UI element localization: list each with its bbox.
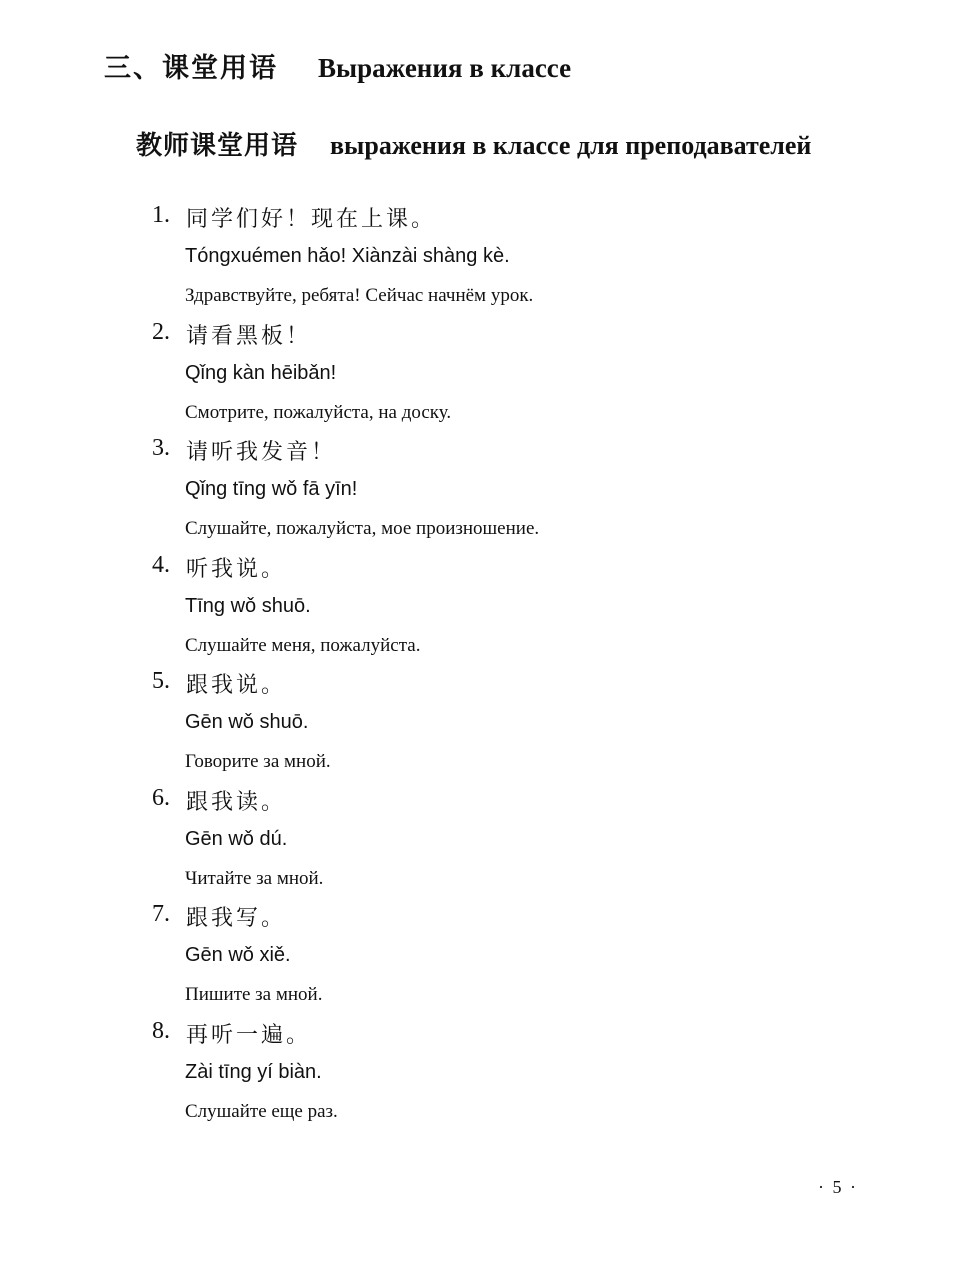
item-russian: Слушайте еще раз. <box>185 1100 338 1122</box>
item-pinyin: Zài tīng yí biàn. <box>185 1060 322 1083</box>
item-number: 1. <box>152 202 170 228</box>
item-pinyin: Gēn wǒ xiě. <box>185 944 291 966</box>
item-chinese: 跟我写。 <box>186 906 287 931</box>
subsection-title-russian: выражения в классе для преподавателей <box>330 131 812 160</box>
phrase-list <box>152 202 852 1134</box>
item-chinese: 请看黑板！ <box>186 323 312 349</box>
phrase-item <box>152 785 852 902</box>
item-pinyin: Gēn wǒ dú. <box>185 827 288 850</box>
section-heading <box>104 46 571 85</box>
phrase-item <box>152 901 852 1018</box>
item-chinese: 听我说。 <box>186 556 287 582</box>
item-russian: Читайте за мной. <box>185 867 324 889</box>
phrase-item <box>152 668 852 785</box>
phrase-item <box>152 202 852 319</box>
item-number: 2. <box>152 318 170 345</box>
item-pinyin: Qǐng tīng wǒ fā yīn! <box>185 478 358 500</box>
item-chinese: 再听一遍。 <box>186 1022 312 1048</box>
item-russian: Смотрите, пожалуйста, на доску. <box>185 401 452 423</box>
item-pinyin: Tīng wǒ shuō. <box>185 594 311 617</box>
item-russian: Слушайте меня, пожалуйста. <box>185 634 421 656</box>
item-russian: Говорите за мной. <box>185 751 331 772</box>
section-title-chinese: 三、课堂用语 <box>104 53 278 84</box>
item-russian: Слушайте, пожалуйста, мое произношение. <box>185 518 540 539</box>
phrase-item <box>152 552 852 669</box>
item-chinese: 跟我读。 <box>186 789 287 815</box>
item-number: 3. <box>152 435 170 461</box>
item-pinyin: Gēn wǒ shuō. <box>185 711 309 733</box>
item-pinyin: Tóngxuémen hǎo! Xiànzài shàng kè. <box>185 245 510 267</box>
phrase-item <box>152 319 852 436</box>
item-russian: Пишите за мной. <box>185 984 323 1005</box>
item-russian: Здравствуйте, ребята! Сейчас начнём урок. <box>185 285 534 306</box>
item-number: 7. <box>152 901 170 927</box>
phrase-item <box>152 1018 852 1135</box>
item-number: 8. <box>152 1017 170 1044</box>
item-number: 6. <box>152 784 170 811</box>
page-number: · 5 · <box>818 1177 858 1197</box>
item-chinese: 跟我说。 <box>186 673 287 698</box>
item-chinese: 同学们好！现在上课。 <box>186 207 437 232</box>
phrase-item <box>152 435 852 552</box>
item-number: 4. <box>152 551 170 578</box>
section-title-russian: Выражения в классе <box>318 53 572 83</box>
item-number: 5. <box>152 668 170 694</box>
subsection-heading <box>136 125 811 162</box>
subsection-title-chinese: 教师课堂用语 <box>136 131 299 161</box>
item-pinyin: Qǐng kàn hēibǎn! <box>185 361 337 384</box>
item-chinese: 请听我发音！ <box>186 440 337 465</box>
